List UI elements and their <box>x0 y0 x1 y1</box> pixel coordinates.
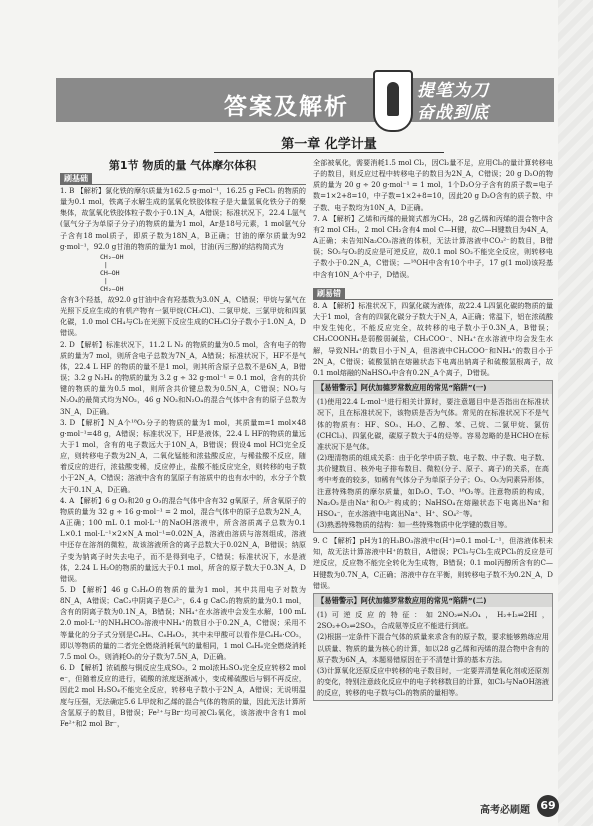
glycerol-structure <box>100 253 306 293</box>
answer-1-cont: 含有3个羟基，故92.0 g甘油中含有羟基数为3.0N_A，C错误；甲烷与氯气在光照下反应生成的有机产物有一氯甲烷(CH₃Cl)、二氯甲烷、三氯甲烷和四氯化碳，1.0 mol CH₄与Cl₂在光照下反应生成的CH₃Cl分子数小于1.0N_A，D错误。 <box>60 294 306 338</box>
answer-6-cont: 全部被氧化，需要消耗1.5 mol Cl₂，因Cl₂量不足，应用Cl₂的量计算转移电子的数目，则反应过程中转移电子的数目为2N_A，C错误；20 g D₂O的物质的量为 20 g ÷ 20 g·mol⁻¹ = 1 mol，1个D₂O分子含有的质子数=电子数=1×2+8=10，中子数=1×2+8=10，因此20 g D₂O含有的质子数、中子数、电子数均为10N_A，D正确。 <box>313 158 553 212</box>
tip-1-item-3: (3)熟悉特殊物质的结构：如一些特殊物质中化学键的数目等。 <box>317 519 512 529</box>
slogan-logo <box>373 70 533 128</box>
answer-7: 7. A 【解析】乙烯和丙烯的最简式都为CH₂，28 g乙烯和丙烯的混合物中含有2 mol CH₂，2 mol CH₂含有4 mol C—H键，故C—H键数目为4N_A，A正确；未告知Na₂CO₃溶液的体积，无法计算溶液中CO₃²⁻的数目，B错误；SO₂与O₂的反应是可逆反应，故0.1 mol SO₂不能完全反应，则转移电子数小于0.2N_A，C错误；—¹⁸OH中含有10个中子，17 g(1 mol)该羟基中含有10N_A个中子，D错误。 <box>313 213 553 279</box>
tip-box-1 <box>313 380 553 533</box>
right-column-top <box>313 157 553 280</box>
tag-error: 刷易错 <box>313 288 345 299</box>
figure-icon <box>387 82 399 116</box>
chapter-divider <box>214 152 444 153</box>
answer-8: 8. A 【解析】标准状况下，四氯化碳为液体，故22.4 L四氯化碳的物质的量大于1 mol，含有的四氯化碳分子数大于N_A，A正确；常温下，铝在浓硫酸中发生钝化，不能反应完全，故转移的电子数小于0.3N_A，B错误；CH₃COONH₄是弱酸弱碱盐，CH₃COO⁻、NH₄⁺在水溶液中均会发生水解，导致NH₄⁺的数目小于N_A，但溶液中CH₃COO⁻和NH₄⁺的数目小于2N_A，C错误；硫酸氢钠在熔融状态下电离出钠离子和硫酸氢根离子，故0.1 mol熔融的NaHSO₄中含有0.2N_A个离子，D错误。 <box>313 301 553 377</box>
shield-icon <box>373 70 413 132</box>
section-title: 第1节 物质的量 气体摩尔体积 <box>108 159 257 172</box>
answer-3: 3. D 【解析】N_A个¹⁸O₂分子的物质的量为1 mol，其质量m=1 mol×48 g·mol⁻¹=48 g，A错误；标准状况下，HF是液体，22.4 L HF的物质的量远大于1 mol，含有的电子数远大于10N_A，B错误；假设4 mol HCl完全反应，则转移电子数为2N_A，二氧化锰能和浓盐酸反应，与稀盐酸不反应，随着反应的进行，浓盐酸变稀，反应停止，盐酸不能反应完全，则转移的电子数小于2N_A，C错误；溶液中含有的氢原子有溶质中的也有水中的，水分子个数大于0.1N_A，D正确。 <box>60 417 306 494</box>
answer-2: 2. D 【解析】标准状况下，11.2 L N₂ 的物质的量为0.5 mol，含有电子的物质的量为7 mol，则所含电子总数为7N_A，A错误；标准状况下，HF不是气体，22.4 L HF 的物质的量不是1 mol，则其所含原子总数不是6N_A，B错误；3.2 g N₂H₄ 的物质的量为 3.2 g ÷ 32 g·mol⁻¹ = 0.1 mol，含有的共价键的物质的量为0.5 mol，则所含共价键总数为0.5N_A，C错误；NO₂与N₂O₄的最简式均为NO₂，46 g NO₂和N₂O₄的混合气体中含有的原子总数为3N_A，D正确。 <box>60 339 306 416</box>
decorative-edge-pattern <box>558 0 593 826</box>
tag-basic: 刷基础 <box>60 173 92 184</box>
answer-6: 6. D 【解析】浓硫酸与铜反应生成SO₂，2 mol浓H₂SO₄完全反应转移2 mol e⁻，但随着反应的进行，硫酸的浓度逐渐减小，变成稀硫酸后与铜不再反应，因此2 mol H₂SO₄不能完全反应，转移电子数小于2N_A，A错误；无说明温度与压强，无法确定5.6 L甲烷和乙烯的混合气体的物质的量，因此无法计算所含氢原子的数目，B错误；Fe²⁺与Br⁻均可被Cl₂氧化，该溶液中含有1 mol Fe²⁺和2 mol Br⁻， <box>60 663 306 728</box>
tip-box-2-title: 【易错警示】阿伏加德罗常数应用的常见“陷阱”(二) <box>314 594 552 607</box>
footer-label: 高考必刷题 <box>480 805 530 816</box>
right-column-bottom <box>313 300 553 703</box>
tip-box-1-title: 【易错警示】阿伏加德罗常数应用的常见“陷阱”(一) <box>314 381 552 394</box>
answer-9: 9. C 【解析】pH为1的H₃BO₃溶液中c(H⁺)=0.1 mol·L⁻¹，但溶液体积未知，故无法计算溶液中H⁺的数目，A错误；PCl₃与Cl₂生成PCl₅的反应是可逆反应，反应物不能完全转化为生成物，B错误；0.1 mol丙醇所含有的C—H键数为0.7N_A，C正确；溶液中存在平衡，则转移电子数不为0.2N_A，D错误。 <box>313 536 553 590</box>
answer-5: 5. D 【解析】46 g C₂H₆O的物质的量为1 mol，其中共用电子对数为8N_A，A错误；CaC₂中阴离子是C₂²⁻，6.4 g CaC₂的物质的量为0.1 mol，含有的阴离子数为0.1N_A，B错误；NH₄⁺在水溶液中会发生水解，100 mL 2.0 mol·L⁻¹的NH₄HCO₃溶液中NH₄⁺的数目小于0.2N_A，C错误；采用不等量化的分子式分别是C₆H₆、C₈H₈O₂，其中未甲酸可以看作是C₆H₆·CO₂，即以等物质的量的二者完全燃烧消耗氧气的量相同，1 mol C₆H₆完全燃烧消耗7.5 mol O₂，则消耗O₂的分子数为7.5N_A，D正确。 <box>60 585 306 661</box>
slogan-line-1: 提笔为刀 <box>417 81 489 101</box>
tip-2-item-1: (1)可逆反应的特征：如2NO₂⇌N₂O₄，H₂+I₂⇌2HI，2SO₂+O₂⇌2SO₃，合成氨等反应不能进行到底。 <box>317 610 549 631</box>
tip-box-2 <box>313 593 553 701</box>
page-number: 69 <box>537 795 559 817</box>
answer-4: 4. A 【解析】6 g O₂和20 g O₃的混合气体中含有32 g氧原子，所含氧原子的物质的量为 32 g ÷ 16 g·mol⁻¹ = 2 mol，混合气体中的原子总数为2N_A，A正确；100 mL 0.1 mol·L⁻¹的NaOH溶液中，所含溶质离子总数为0.1 L×0.1 mol·L⁻¹×2×N_A mol⁻¹=0.02N_A，溶液由溶质与溶剂组成，溶液中还存在溶剂的微粒，故该溶液所含的离子总数大于0.02N_A，B错误；纳原子变为钠离子时失去电子，而不是得到电子，C错误；标准状况下，水是液体，2.24 L H₂O的物质的量远大于0.1 mol，所含的原子数大于0.3N_A，D错误。 <box>60 495 306 583</box>
glycerol-structure-formula: CH₂—OH | CH—OH | CH₂—OH <box>100 252 124 293</box>
tip-2-item-3: (3)计算氧化还原反应中转移的电子数目时，一定要弄清楚氧化剂或还原剂的变化，特别注意歧化反应中的电子转移数目的计算，如Cl₂与NaOH溶液的反应，转移的电子数与Cl₂的物质的量相等。 <box>317 665 549 698</box>
answer-1: 1. B 【解析】氯化铁的摩尔质量为162.5 g·mol⁻¹，16.25 g FeCl₃ 的物质的量为0.1 mol，铁离子水解生成的氢氧化铁胶体粒子是大量氢氧化铁分子的聚集体，故氢氧化铁胶体粒子数小于0.1N_A，A错误；标准状况下，22.4 L氩气(氩气分子为单原子分子)的物质的量为1 mol，Ar是18号元素，1 mol氩气分子含有18 mol质子，即质子数为18N_A，B正确；甘油的摩尔质量为92 g·mol⁻¹，92.0 g甘油的物质的量为1 mol，甘油(丙三醇)的结构简式为 <box>60 186 306 251</box>
tip-2-item-2: (2)根据一定条件下混合气体的质量来求含有的原子数，要求能够熟练应用以质量、物质的量为核心的计算，如以28 g乙烯和丙烯的混合物中含有的原子数为6N_A，本题易错原因在于不清楚计算的基本方法。 <box>317 632 549 664</box>
chapter-title: 第一章 化学计量 <box>281 137 377 152</box>
left-column <box>60 185 306 729</box>
page-title: 答案及解析 <box>224 94 349 120</box>
tip-1-item-2: (2)理清物质的组成关系：由于化学中质子数、电子数、中子数、电子数、共价键数目、核外电子排布数目、微粒(分子、原子、离子)的关系，在高考中考查的较多，如稀有气体分子为单原子分子；O₂、O₃为同素异形体，注意特殊物质的摩尔质量，如D₂O、T₂O、¹⁸O₂等。注意物质的构成，Na₂O₂是由Na⁺和O₂²⁻构成的；NaHSO₄在熔融状态下电离出Na⁺和HSO₄⁻，在水溶液中电离出Na⁺、H⁺、SO₄²⁻等。 <box>317 453 549 518</box>
slogan-line-2: 奋战到底 <box>417 103 489 123</box>
tip-1-item-1: (1)使用22.4 L·mol⁻¹进行相关计算时，要注意题目中是否指出在标准状况下，且在标准状况下，该物质是否为气体。常见的在标准状况下不是气体的物质有：HF、SO₃、H₂O、乙醇、苯、己烷、二氯甲烷、氯仿(CHCl₃)、四氯化碳，碳原子数大于4的烃等。容易忽略的是HCHO在标准状况下是气体。 <box>317 397 549 451</box>
